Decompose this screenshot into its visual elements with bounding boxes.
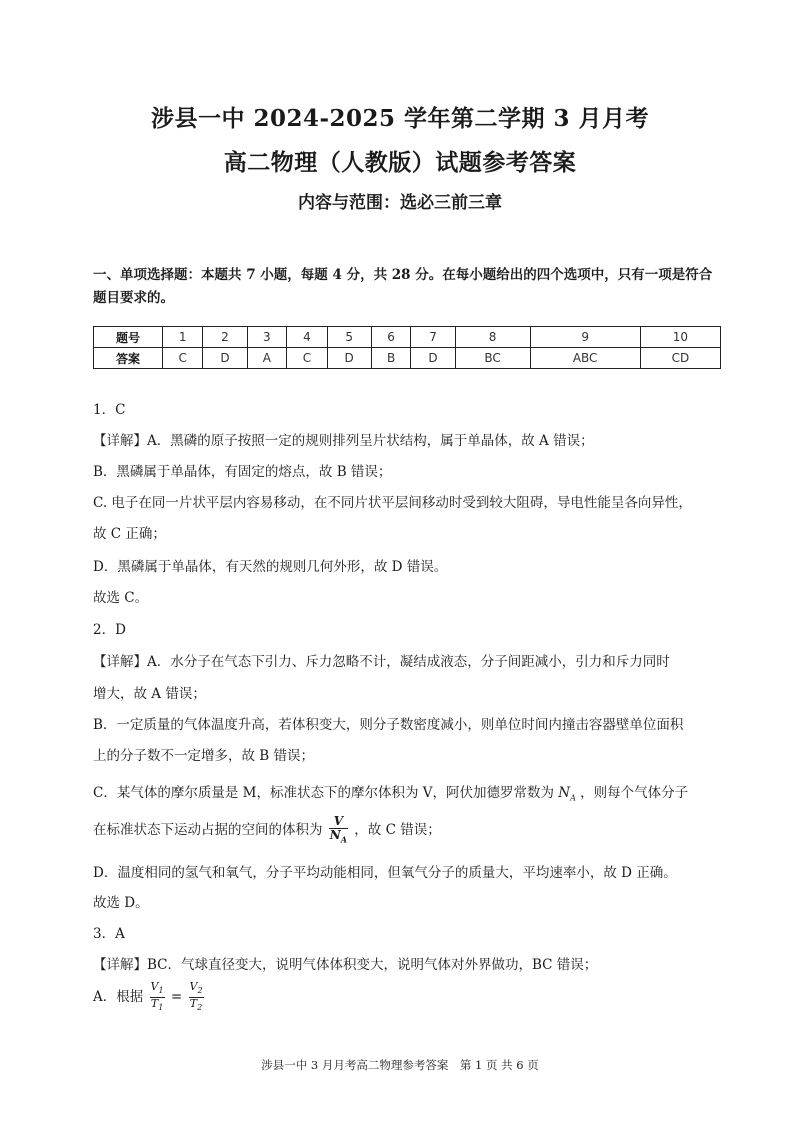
molecular-volume-fraction <box>329 815 348 846</box>
fraction-denominator <box>189 998 204 1014</box>
fraction-denominator <box>329 829 348 846</box>
document-subtitle: 高二物理（人教版）试题参考答案 <box>223 149 577 176</box>
q3-explanation-a <box>93 981 206 1014</box>
q2-c-text-pre: C．某气体的摩尔质量是 M，标准状态下的摩尔体积为 V，阿伏加德罗常数为 <box>93 785 554 801</box>
answer-cell: D <box>411 348 455 369</box>
q2-c2-text-pre: 在标准状态下运动占据的空间的体积为 <box>93 822 323 839</box>
q2-explanation-d: D．温度相同的氢气和氧气，分子平均动能相同，但氧气分子的质量大，平均速率小，故 D 正确。 <box>93 865 677 881</box>
q3-explanation-bc: 【详解】BC．气球直径变大，说明气体体积变大，说明气体对外界做功，BC 错误； <box>93 957 598 973</box>
answer-table <box>93 326 721 369</box>
answer-cell: D <box>327 348 371 369</box>
q1-explanation-d: D．黑磷属于单晶体，有天然的规则几何外形，故 D 错误。 <box>93 559 448 575</box>
answer-cell: A <box>247 348 287 369</box>
row-label-number: 题号 <box>94 327 163 348</box>
equals-sign: = <box>170 989 183 1006</box>
answer-cell: C <box>163 348 203 369</box>
answer-cell: B <box>371 348 411 369</box>
answer-cell: ABC <box>530 348 640 369</box>
q1-explanation-a: 【详解】A．黑磷的原子按照一定的规则排列呈片状结构，属于单晶体，故 A 错误； <box>93 433 594 449</box>
question-number: 5 <box>327 327 371 348</box>
q2-explanation-c-line1 <box>93 781 688 803</box>
q2-conclusion: 故选 D。 <box>93 895 149 911</box>
q2-c-text-post: ，则每个气体分子 <box>580 785 689 801</box>
avogadro-subscript: A <box>570 793 576 803</box>
numerator-subscript: 2 <box>197 986 203 996</box>
row-label-answer: 答案 <box>94 348 163 369</box>
fraction-numerator <box>189 981 204 998</box>
question-number: 10 <box>640 327 720 348</box>
q2-explanation-c-line2 <box>93 815 441 846</box>
q2-c2-text-post: ，故 C 错误； <box>354 822 441 839</box>
question-1-answer: 1．C <box>93 402 126 418</box>
question-number: 3 <box>247 327 287 348</box>
fraction-v2-t2 <box>189 981 204 1014</box>
fraction-numerator <box>150 981 165 998</box>
denominator-subscript: A <box>340 834 347 845</box>
question-number: 9 <box>530 327 640 348</box>
answer-cell: BC <box>455 348 530 369</box>
q2-explanation-a-line1: 【详解】A．水分子在气态下引力、斥力忽略不计，凝结成液态，分子间距减小，引力和斥力同时 <box>93 654 670 670</box>
q1-explanation-c-line2: 故 C 正确； <box>93 526 166 542</box>
q2-explanation-b-line1: B．一定质量的气体温度升高，若体积变大，则分子数密度减小，则单位时间内撞击容器壁单位面积 <box>93 717 684 733</box>
q1-explanation-b: B．黑磷属于单晶体，有固定的熔点，故 B 错误； <box>93 464 392 480</box>
denominator-subscript: 1 <box>158 1003 164 1013</box>
question-number: 6 <box>371 327 411 348</box>
q1-conclusion: 故选 C。 <box>93 590 149 606</box>
question-number: 7 <box>411 327 455 348</box>
denominator-letter: T <box>189 997 198 1011</box>
denominator-subscript: 2 <box>197 1003 203 1013</box>
question-2-answer: 2．D <box>93 622 126 638</box>
numerator-subscript: 1 <box>158 986 164 996</box>
exam-scope: 内容与范围：选必三前三章 <box>298 193 502 213</box>
q3-a-text-pre: A．根据 <box>93 989 144 1006</box>
numerator-letter: V <box>150 980 159 993</box>
table-row-numbers <box>94 327 721 348</box>
avogadro-symbol <box>558 785 576 801</box>
numerator-letter: V <box>189 980 198 993</box>
page-footer: 涉县一中 3 月月考高二物理参考答案 第 1 页 共 6 页 <box>261 1058 539 1072</box>
q2-explanation-a-line2: 增大，故 A 错误； <box>93 686 206 702</box>
section-heading: 一、单项选择题：本题共 7 小题，每题 4 分，共 28 分。在每小题给出的四个选项中，只有一项是符合题目要求的。 <box>93 267 713 306</box>
q1-explanation-c-line1: C. 电子在同一片状平层内容易移动，在不同片状平层间移动时受到较大阻碍，导电性能呈各向异性， <box>93 495 692 511</box>
question-3-answer: 3．A <box>93 926 125 942</box>
avogadro-letter: N <box>558 785 571 801</box>
answer-cell: D <box>203 348 247 369</box>
q2-explanation-b-line2: 上的分子数不一定增多，故 B 错误； <box>93 748 315 764</box>
fraction-denominator <box>150 998 165 1014</box>
question-number: 8 <box>455 327 530 348</box>
question-number: 4 <box>287 327 327 348</box>
denominator-letter: N <box>329 828 341 842</box>
table-row-answers <box>94 348 721 369</box>
document-title: 涉县一中 2024-2025 学年第二学期 3 月月考 <box>150 105 650 132</box>
question-number: 2 <box>203 327 247 348</box>
fraction-numerator: V <box>329 815 348 829</box>
answer-cell: CD <box>640 348 720 369</box>
answer-cell: C <box>287 348 327 369</box>
denominator-letter: T <box>150 997 159 1011</box>
fraction-v1-t1 <box>150 981 165 1014</box>
question-number: 1 <box>163 327 203 348</box>
